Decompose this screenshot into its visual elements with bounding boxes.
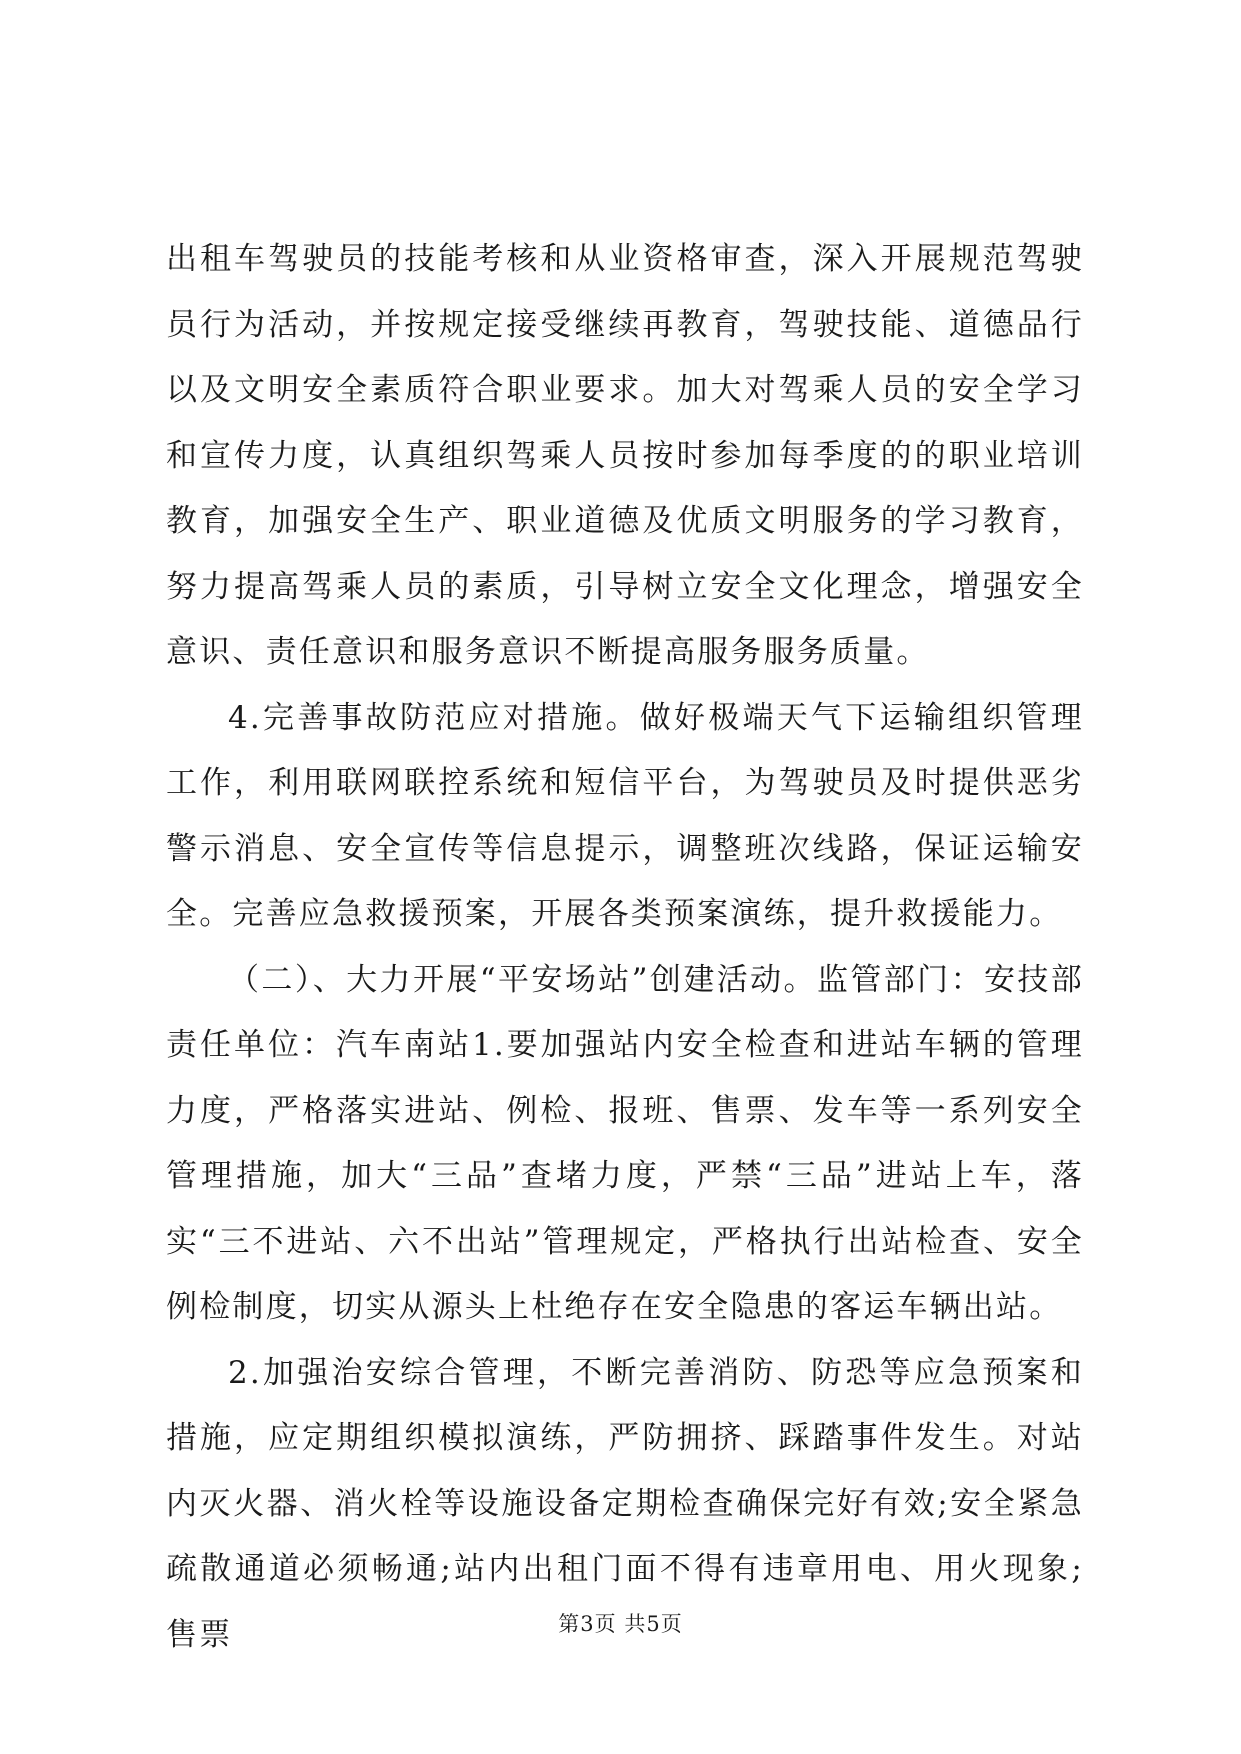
page-number: 第3页 共5页 bbox=[558, 1612, 683, 1636]
page-footer bbox=[0, 1608, 1241, 1638]
paragraph-section-2: （二）、大力开展“平安场站”创建活动。监管部门：安技部责任单位：汽车南站1.要加强站内安全检查和进站车辆的管理力度，严格落实进站、例检、报班、售票、发车等一系列安全管理措施，加大“三品”查堵力度，严禁“三品”进站上车，落实“三不进站、六不出站”管理规定，严格执行出站检查、安全例检制度，切实从源头上杜绝存在安全隐患的客运车辆出站。 bbox=[166, 961, 1084, 1325]
paragraph-continued: 出租车驾驶员的技能考核和从业资格审查，深入开展规范驾驶员行为活动，并按规定接受继续再教育，驾驶技能、道德品行以及文明安全素质符合职业要求。加大对驾乘人员的安全学习和宣传力度，认真组织驾乘人员按时参加每季度的的职业培训教育，加强安全生产、职业道德及优质文明服务的学习教育，努力提高驾乘人员的素质，引导树立安全文化理念，增强安全意识、责任意识和服务意识不断提高服务服务质量。 bbox=[166, 241, 1084, 670]
paragraph-item-2: 2.加强治安综合管理，不断完善消防、防恐等应急预案和措施，应定期组织模拟演练，严防拥挤、踩踏事件发生。对站内灭火器、消火栓等设施设备定期检查确保完好有效;安全紧急疏散通道必须畅通;站内出租门面不得有违章用电、用火现象;售票 bbox=[166, 1354, 1084, 1653]
paragraph-item-4: 4.完善事故防范应对措施。做好极端天气下运输组织管理工作，利用联网联控系统和短信平台，为驾驶员及时提供恶劣警示消息、安全宣传等信息提示，调整班次线路，保证运输安全。完善应急救援预案，开展各类预案演练，提升救援能力。 bbox=[166, 699, 1084, 932]
body-text bbox=[166, 227, 1084, 1668]
